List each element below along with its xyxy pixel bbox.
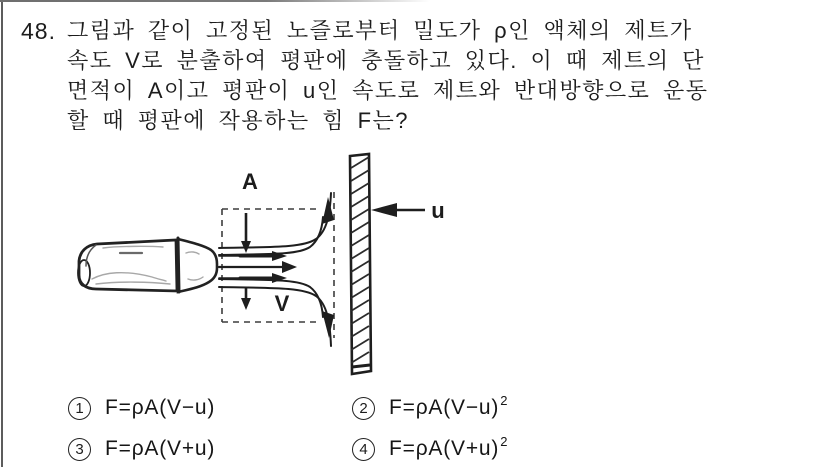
scan-top-border — [0, 0, 430, 2]
answer-option-3 — [68, 437, 216, 461]
area-dimension-arrow — [241, 213, 251, 310]
formula-exponent: 2 — [500, 434, 509, 449]
label-velocity-V: V — [274, 291, 290, 316]
label-area-A: A — [242, 169, 258, 194]
option-formula — [389, 393, 509, 420]
plate-bottom-cap — [352, 365, 370, 367]
option-formula — [389, 434, 509, 461]
jet-streamlines — [219, 193, 334, 346]
question-line: 할 때 평판에 작용하는 힘 F는? — [67, 108, 410, 133]
label-plate-velocity-u: u — [431, 198, 445, 223]
plate-outline — [350, 154, 371, 374]
nozzle-junction-line — [178, 238, 179, 292]
option-number-circle: 3 — [68, 438, 91, 461]
answer-option-4 — [352, 434, 509, 461]
flat-plate — [350, 154, 371, 374]
nozzle-drawing — [78, 238, 217, 292]
jet-top-outer-streamline — [219, 193, 331, 248]
question-line: 면적이 A이고 평판이 u인 속도로 제트와 반대방향으로 운동 — [67, 78, 709, 103]
option-number-circle: 1 — [68, 397, 91, 420]
formula-base: F=ρA(V+u) — [105, 437, 216, 460]
upflow-arrowhead — [322, 197, 334, 224]
option-number-circle: 4 — [352, 438, 375, 461]
formula-base: F=ρA(V+u) — [389, 437, 500, 460]
formula-base: F=ρA(V−u) — [105, 396, 216, 419]
formula-exponent: 2 — [500, 393, 509, 408]
control-volume-dashed-box — [222, 192, 334, 338]
option-formula — [105, 437, 216, 461]
question-number: 48. — [21, 18, 56, 44]
answer-option-2 — [352, 393, 509, 420]
jet-impingement-diagram — [0, 140, 500, 400]
downflow-arrowhead — [322, 311, 334, 338]
jet-arrowhead — [282, 261, 297, 273]
answer-option-1 — [68, 396, 216, 420]
question-text — [67, 16, 817, 136]
jet-top-inner-streamline — [219, 217, 323, 255]
formula-base: F=ρA(V−u) — [389, 396, 500, 419]
plate-velocity-arrow — [371, 203, 425, 217]
question-line: 그림과 같이 고정된 노즐로부터 밀도가 ρ인 액체의 제트가 — [67, 18, 693, 43]
question-line: 속도 V로 분출하여 평판에 충돌하고 있다. 이 때 제트의 단 — [67, 48, 705, 73]
option-number-circle: 2 — [352, 397, 375, 420]
nozzle-tip — [178, 239, 217, 292]
option-formula — [105, 396, 216, 420]
u-arrowhead — [371, 203, 397, 217]
jet-bottom-inner-streamline — [219, 279, 323, 317]
